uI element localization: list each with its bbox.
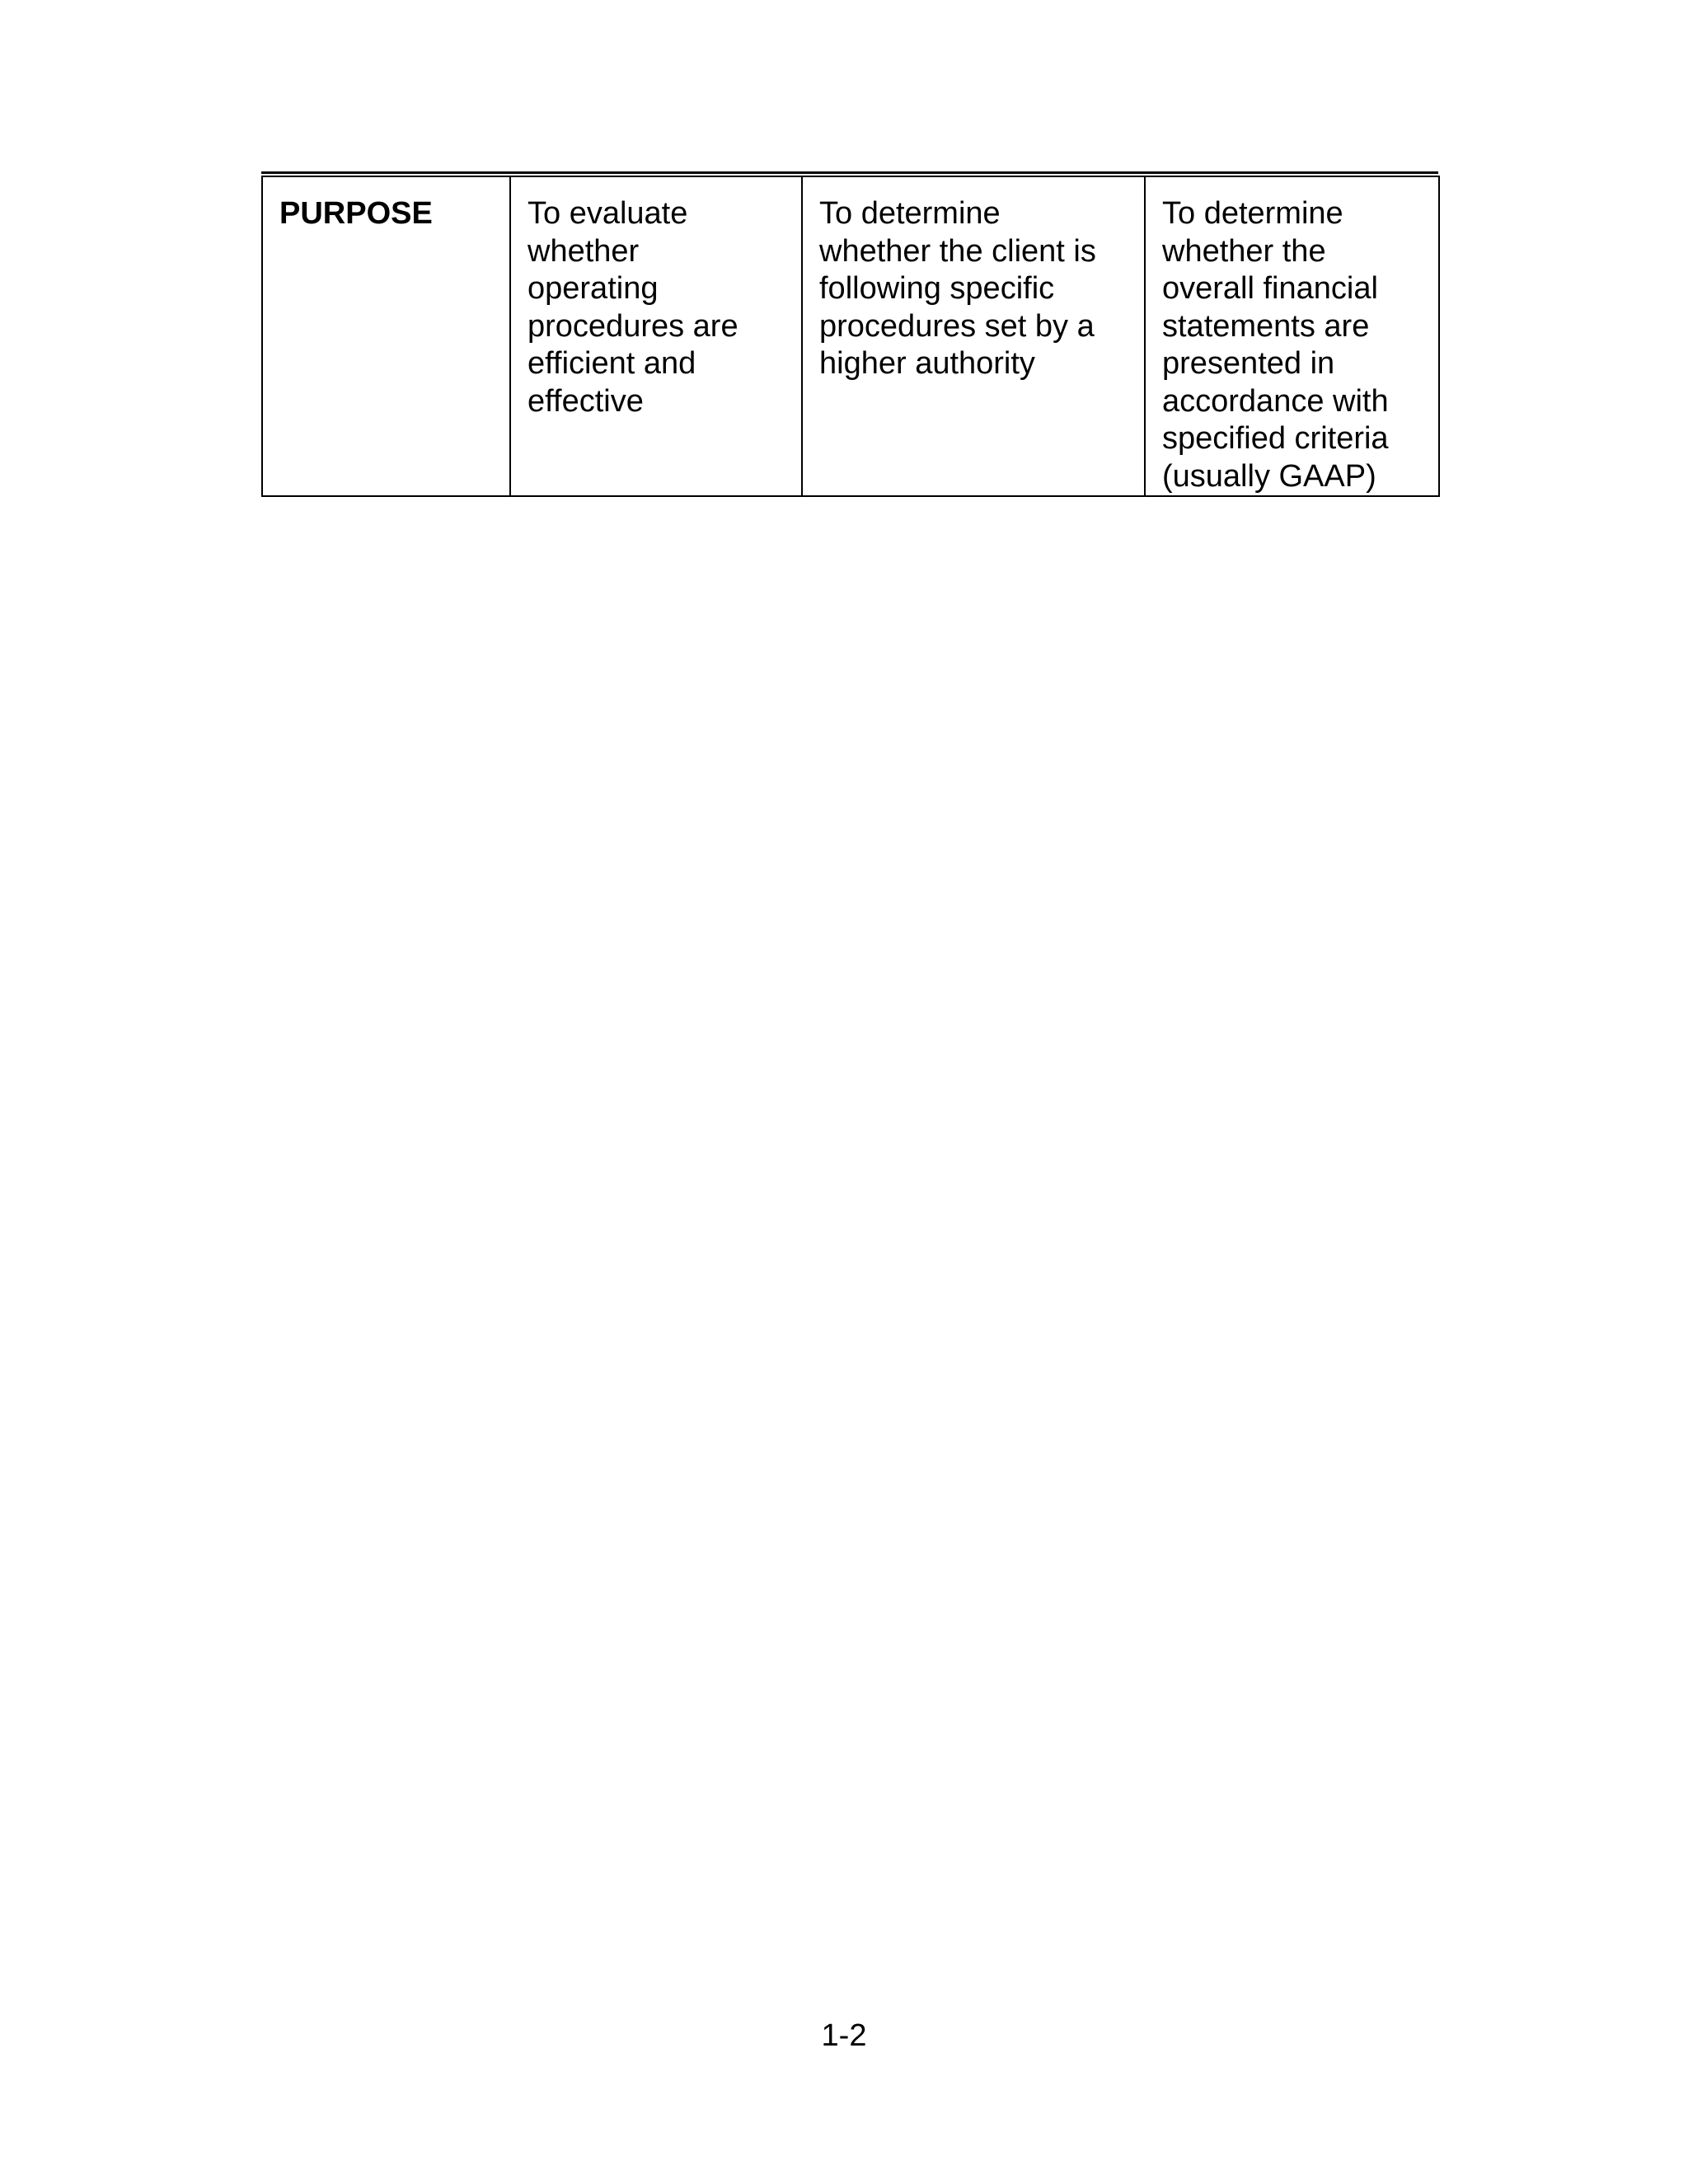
- cell-line: whether the: [1162, 233, 1326, 269]
- cell-line: operating: [528, 271, 659, 306]
- cell-line: statements are: [1162, 308, 1370, 344]
- cell-line: whether the client is: [819, 233, 1096, 269]
- cell-line: accordance with: [1162, 383, 1389, 419]
- cell-line: specified criteria: [1162, 421, 1389, 456]
- table-row: [262, 176, 1439, 496]
- purpose-table: [261, 176, 1440, 497]
- cell-line: efficient and: [528, 346, 696, 381]
- row-label: PURPOSE: [279, 196, 433, 231]
- cell-line: higher authority: [819, 346, 1035, 381]
- cell-line: presented in: [1162, 346, 1335, 381]
- cell-line: procedures are: [528, 308, 738, 344]
- table-cell: [802, 176, 1145, 496]
- cell-line: (usually GAAP): [1162, 458, 1376, 494]
- cell-line: To evaluate: [528, 196, 688, 231]
- cell-line: effective: [528, 383, 644, 419]
- row-label-cell: [262, 176, 510, 496]
- cell-line: To determine: [819, 196, 1001, 231]
- cell-line: To determine: [1162, 196, 1343, 231]
- table-top-rule: [261, 171, 1438, 174]
- cell-line: procedures set by a: [819, 308, 1095, 344]
- table-cell: [1145, 176, 1439, 496]
- cell-line: overall financial: [1162, 271, 1378, 306]
- page-number: 1-2: [821, 2018, 867, 2053]
- cell-line: whether: [528, 233, 640, 269]
- cell-line: following specific: [819, 271, 1055, 306]
- table-cell: [510, 176, 802, 496]
